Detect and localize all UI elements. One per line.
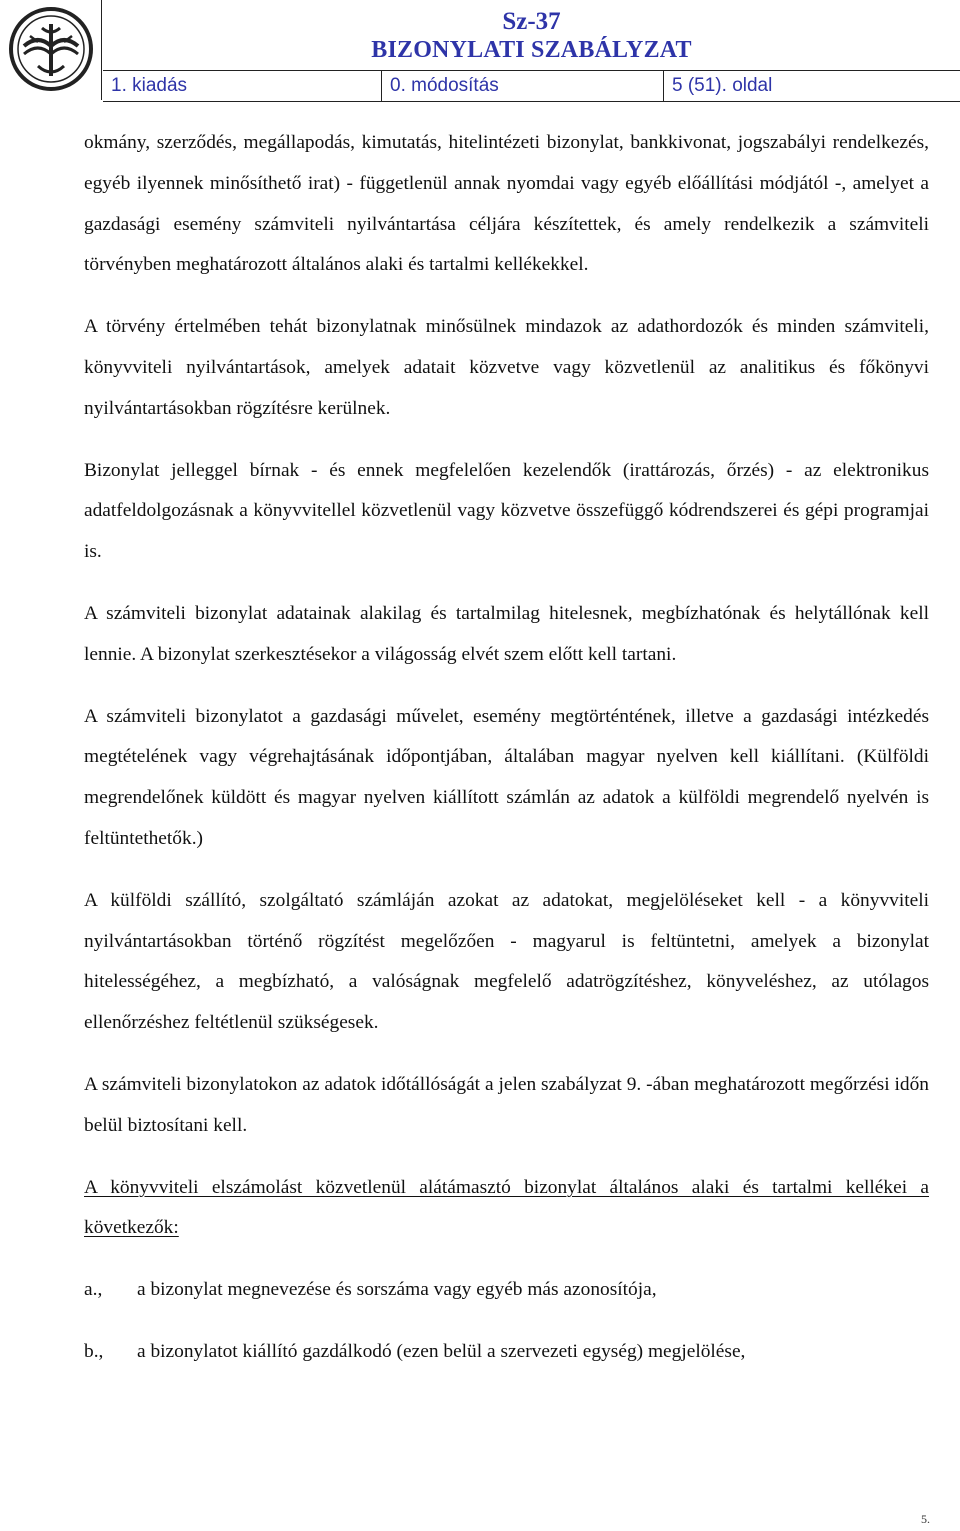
list-item	[84, 1332, 929, 1373]
paragraph-3: Bizonylat jelleggel bírnak - és ennek megfelelően kezelendők (irattározás, őrzés) - az elektronikus adatfeldolgozásnak a könyvvitellel közvetlenül vagy közvetve összefüggő kódrendszerei és gépi programjai is.	[84, 459, 929, 563]
paragraph-1: okmány, szerződés, megállapodás, kimutatás, hitelintézeti bizonylat, bankkivonat, jogszabályi rendelkezés, egyéb ilyennek minősíthető irat) - függetlenül annak nyomdai vagy egyéb előállítási módjától -, amelyet a gazdasági esemény számviteli nyilvántartása céljára készítettek, és amely rendelkezik a számviteli törvényben meghatározott általános alaki és tartalmi kellékekkel.	[84, 132, 929, 276]
list-item-letter: b.,	[84, 1340, 104, 1362]
document-header	[0, 0, 960, 100]
edition-label: 1. kiadás	[103, 71, 382, 101]
document-code: Sz-37	[502, 8, 561, 35]
document-title: BIZONYLATI SZABÁLYZAT	[371, 37, 692, 63]
paragraph-7: A számviteli bizonylatokon az adatok időtállóságát a jelen szabályzat 9. -ában meghatározott megőrzési időn belül biztosítani kell.	[84, 1073, 929, 1136]
list-item	[84, 1270, 929, 1311]
list-item-text: a bizonylatot kiállító gazdálkodó (ezen belül a szervezeti egység) megjelölése,	[137, 1340, 746, 1362]
page-label: 5 (51). oldal	[672, 75, 773, 96]
paragraph-5: A számviteli bizonylatot a gazdasági művelet, esemény megtörténtének, illetve a gazdasági intézkedés megtételének vagy végrehajtásának időpontjában, általában magyar nyelven kell kiállítani. (Külföldi megrendelőnek küldött és magyar nyelven kiállított számlán az adatok a külföldi megrendelő nyelvén is feltüntethetők.)	[84, 705, 929, 849]
footer-page-number: 5.	[921, 1512, 930, 1526]
title-block	[103, 0, 960, 70]
document-meta-row	[103, 70, 960, 102]
institution-logo-icon	[8, 6, 94, 92]
paragraph-4: A számviteli bizonylat adatainak alakilag és tartalmilag hitelesnek, megbízhatónak és helytállónak kell lennie. A bizonylat szerkesztésekor a világosság elvét szem előtt kell tartani.	[84, 602, 929, 665]
paragraph-2: A törvény értelmében tehát bizonylatnak minősülnek mindazok az adathordozók és minden számviteli, könyvviteli nyilvántartások, amelyek adatait közvetve vagy közvetlenül az analitikus és főkönyvi nyilvántartásokban rögzítésre kerülnek.	[84, 316, 929, 419]
document-body	[84, 123, 929, 1394]
list-item-text: a bizonylat megnevezése és sorszáma vagy egyéb más azonosítója,	[137, 1279, 657, 1301]
paragraph-6: A külföldi szállító, szolgáltató számláján azokat az adatokat, megjelöléseket kell - a könyvviteli nyilvántartásokban történő rögzítést megelőzően - magyarul is feltüntetni, amelyek a bizonylat hitelességéhez, a megbízható, a valóságnak megfelelő adatrögzítéshez, könyveléshez, az utólagos ellenőrzéshez feltétlenül szükségesek.	[84, 889, 929, 1034]
logo-cell	[0, 0, 102, 100]
modification-label: 0. módosítás	[382, 71, 664, 101]
list-item-letter: a.,	[84, 1279, 103, 1301]
section-heading: A könyvviteli elszámolást közvetlenül alátámasztó bizonylat általános alaki és tartalmi kellékei a következők:	[84, 1176, 929, 1239]
